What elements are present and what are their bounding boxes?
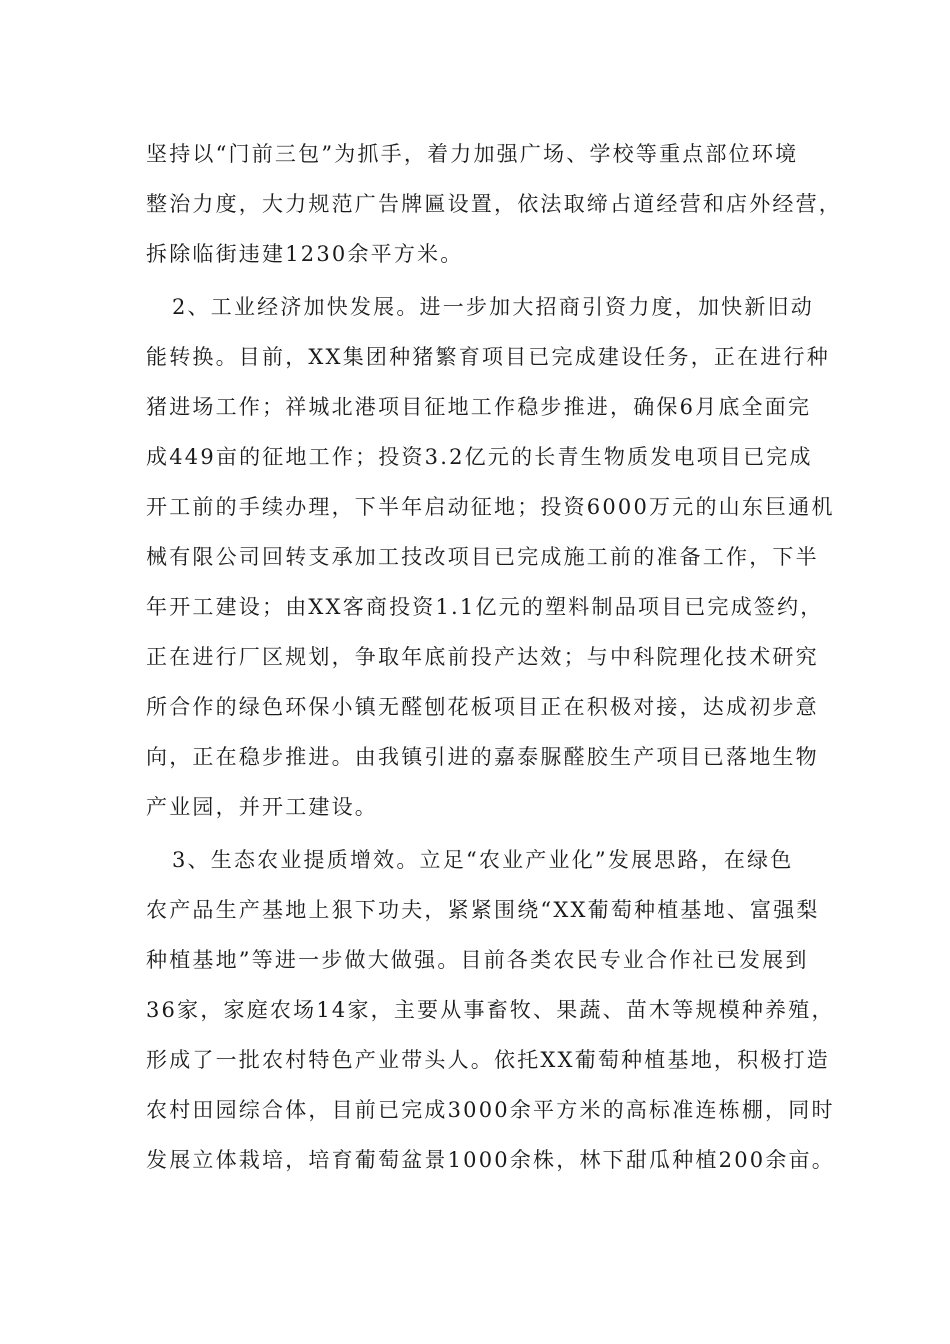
text-line: 农产品生产基地上狠下功夫，紧紧围绕“XX葡萄种植基地、富强梨 xyxy=(146,898,820,922)
text-line: 产业园，并开工建设。 xyxy=(146,795,378,819)
text-line: 猪进场工作；祥城北港项目征地工作稳步推进，确保6月底全面完 xyxy=(146,395,812,419)
text-line: 农村田园综合体，目前已完成3000余平方米的高标准连栋棚，同时 xyxy=(146,1098,835,1122)
text-line: 发展立体栽培，培育葡萄盆景1000余株，林下甜瓜种植200余亩。 xyxy=(146,1148,835,1172)
text-line: 坚持以“门前三包”为抓手，着力加强广场、学校等重点部位环境 xyxy=(146,142,799,166)
text-line: 拆除临街违建1230余平方米。 xyxy=(146,242,464,266)
text-line: 种植基地”等进一步做大做强。目前各类农民专业合作社已发展到 xyxy=(146,948,809,972)
text-line: 正在进行厂区规划，争取年底前投产达效；与中科院理化技术研究 xyxy=(146,645,819,669)
text-line: 成449亩的征地工作；投资3.2亿元的长青生物质发电项目已完成 xyxy=(146,445,813,469)
text-line: 2、工业经济加快发展。进一步加大招商引资力度，加快新旧动 xyxy=(172,295,814,319)
text-line: 年开工建设；由XX客商投资1.1亿元的塑料制品项目已完成签约， xyxy=(146,595,824,619)
text-line: 整治力度，大力规范广告牌匾设置，依法取缔占道经营和店外经营， xyxy=(146,192,842,216)
text-line: 能转换。目前，XX集团种猪繁育项目已完成建设任务，正在进行种 xyxy=(146,345,830,369)
text-line: 械有限公司回转支承加工技改项目已完成施工前的准备工作，下半 xyxy=(146,545,819,569)
text-line: 所合作的绿色环保小镇无醛刨花板项目正在积极对接，达成初步意 xyxy=(146,695,819,719)
text-line: 36家，家庭农场14家，主要从事畜牧、果蔬、苗木等规模种养殖， xyxy=(146,998,835,1022)
text-line: 3、生态农业提质增效。立足“农业产业化”发展思路，在绿色 xyxy=(172,848,794,872)
text-line: 开工前的手续办理，下半年启动征地；投资6000万元的山东巨通机 xyxy=(146,495,835,519)
text-line: 形成了一批农村特色产业带头人。依托XX葡萄种植基地，积极打造 xyxy=(146,1048,830,1072)
text-line: 向，正在稳步推进。由我镇引进的嘉泰脲醛胶生产项目已落地生物 xyxy=(146,745,819,769)
